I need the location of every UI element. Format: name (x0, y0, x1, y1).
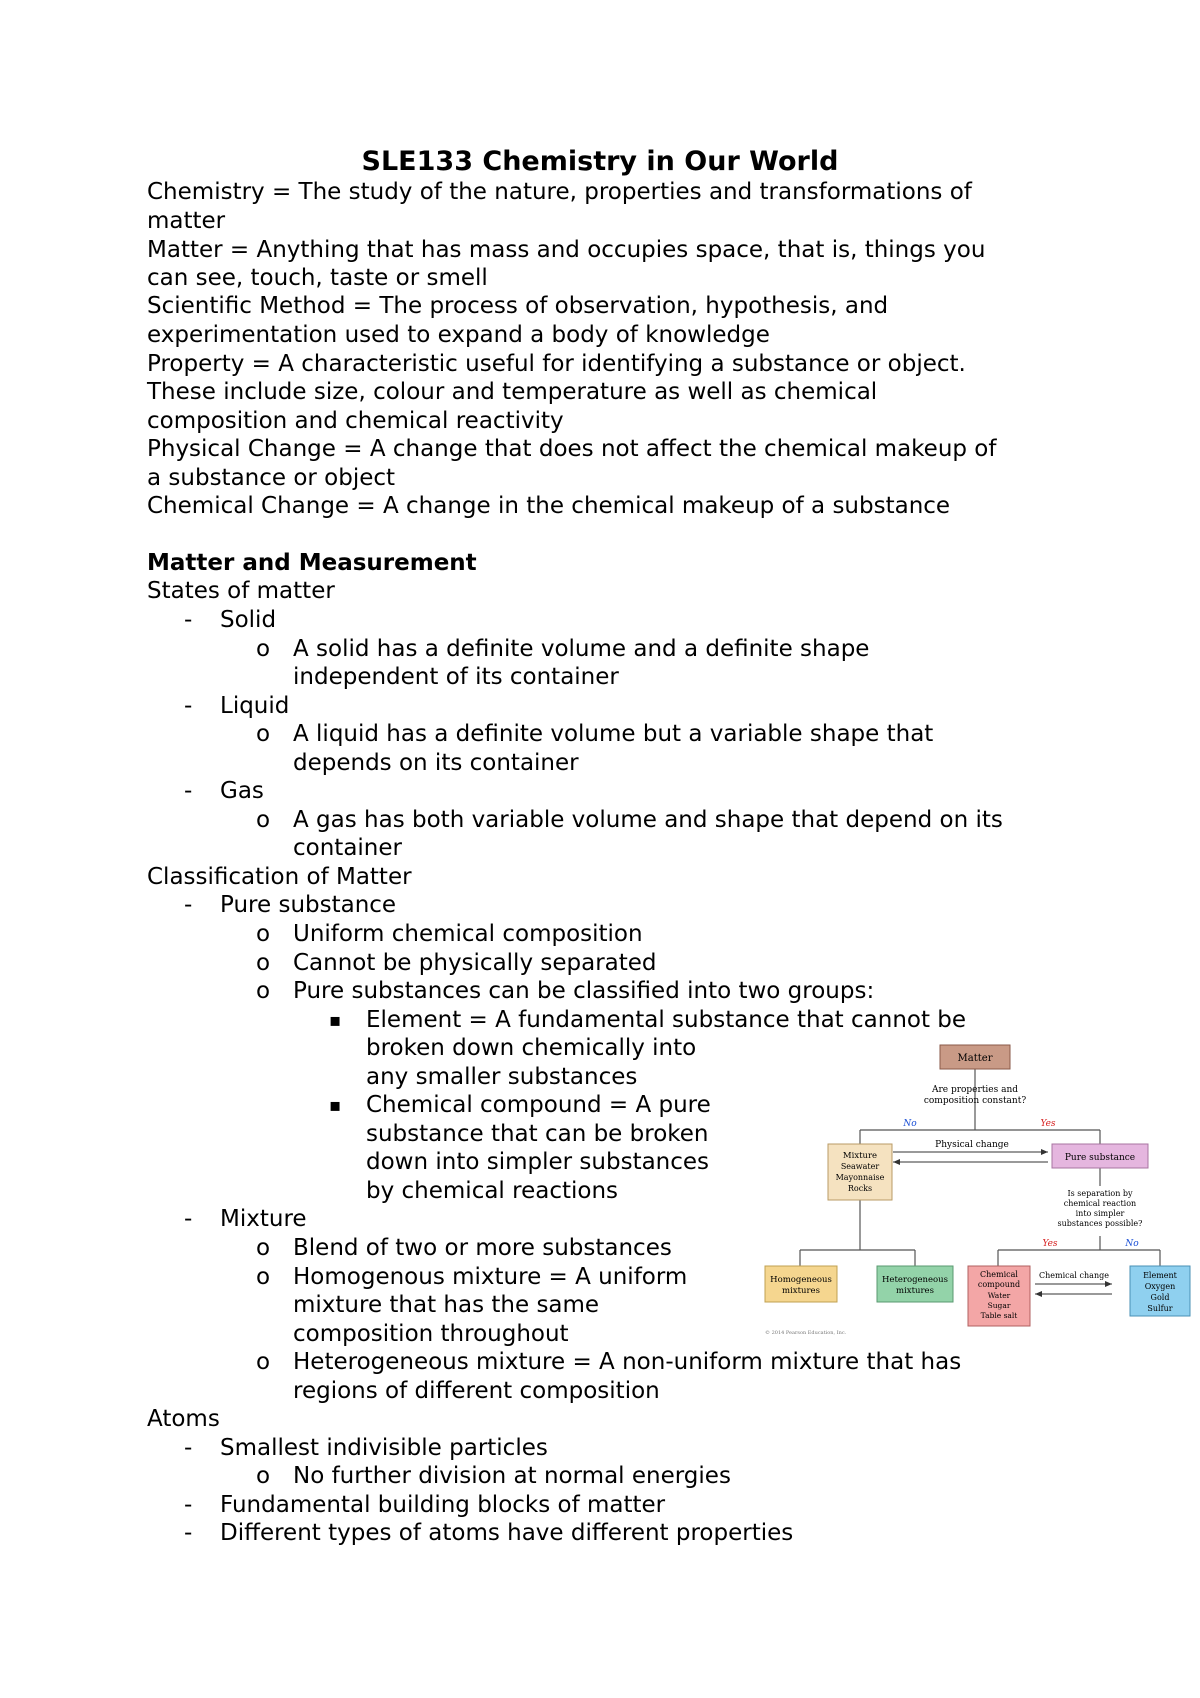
circle-bullet: o (256, 950, 271, 976)
heterogeneous-label: Heterogeneous (882, 1275, 948, 1285)
list-item: Chemical compound = A pure (366, 1092, 711, 1118)
list-item: container (293, 835, 402, 861)
matter-classification-diagram (760, 1040, 1200, 1340)
mixture-box-line: Rocks (847, 1184, 873, 1193)
section-heading: Matter and Measurement (147, 550, 477, 576)
yes-label: Yes (1042, 1239, 1058, 1249)
list-item: composition throughout (293, 1321, 569, 1347)
list-item: Liquid (220, 693, 290, 719)
homogeneous-label: Homogeneous (770, 1275, 832, 1285)
circle-bullet: o (256, 807, 271, 833)
list-item: any smaller substances (366, 1064, 638, 1090)
list-item: Cannot be physically separated (293, 950, 657, 976)
square-bullet: ▪ (329, 1095, 342, 1116)
matter-label: Matter (957, 1053, 993, 1064)
subheading-classification: Classification of Matter (147, 864, 412, 890)
dash-bullet: - (184, 778, 193, 804)
document-title: SLE133 Chemistry in Our World (361, 146, 839, 177)
compound-box-line: Chemical (980, 1270, 1018, 1279)
question2-line: chemical reaction (1063, 1199, 1137, 1208)
circle-bullet: o (256, 1349, 271, 1375)
list-item: Gas (220, 778, 264, 804)
list-item: Pure substances can be classified into two groups: (293, 978, 875, 1004)
list-item: A liquid has a definite volume but a variable shape that (293, 721, 934, 747)
homogeneous-label: mixtures (782, 1286, 820, 1296)
list-item: Smallest indivisible particles (220, 1435, 548, 1461)
list-item: mixture that has the same (293, 1292, 600, 1318)
list-item: Heterogeneous mixture = A non-uniform mixture that has (293, 1349, 962, 1375)
dash-bullet: - (184, 1492, 193, 1518)
list-item: Solid (220, 607, 277, 633)
list-item: by chemical reactions (366, 1178, 619, 1204)
list-item: Pure substance (220, 892, 397, 918)
definition-line: composition and chemical reactivity (147, 408, 564, 434)
compound-box-line: Sugar (987, 1301, 1011, 1310)
element-box-line: Oxygen (1144, 1282, 1176, 1291)
compound-box-line: Water (987, 1291, 1011, 1300)
yes-label: Yes (1040, 1119, 1056, 1129)
element-box-line: Element (1143, 1271, 1177, 1280)
list-item: regions of different composition (293, 1378, 660, 1404)
list-item: depends on its container (293, 750, 579, 776)
question1-line1: Are properties and (931, 1085, 1019, 1095)
copyright-text: © 2014 Pearson Education, Inc. (765, 1330, 847, 1336)
list-item: substance that can be broken (366, 1121, 709, 1147)
definition-line: Scientific Method = The process of observation, hypothesis, and (147, 293, 889, 319)
chemical-change-label: Chemical change (1039, 1271, 1109, 1280)
list-item: Fundamental building blocks of matter (220, 1492, 666, 1518)
physical-change-label: Physical change (935, 1140, 1009, 1150)
definition-line: Matter = Anything that has mass and occupies space, that is, things you (147, 237, 986, 263)
heterogeneous-label: mixtures (896, 1286, 934, 1296)
circle-bullet: o (256, 978, 271, 1004)
mixture-box-line: Seawater (840, 1162, 880, 1171)
definition-line: experimentation used to expand a body of knowledge (147, 322, 770, 348)
definition-line: Physical Change = A change that does not affect the chemical makeup of (147, 436, 997, 462)
list-item: Uniform chemical composition (293, 921, 643, 947)
dash-bullet: - (184, 1206, 193, 1232)
compound-box-line: compound (977, 1280, 1021, 1289)
no-label: No (1125, 1239, 1139, 1249)
definition-line: matter (147, 208, 226, 234)
question1-line2: composition constant? (923, 1096, 1027, 1106)
list-item: down into simpler substances (366, 1149, 710, 1175)
element-box-line: Gold (1150, 1293, 1170, 1302)
element-box-line: Sulfur (1147, 1304, 1173, 1313)
list-item: No further division at normal energies (293, 1463, 731, 1489)
definition-line: Property = A characteristic useful for identifying a substance or object. (147, 351, 966, 377)
question2-line: Is separation by (1067, 1189, 1133, 1198)
list-item: Mixture (220, 1206, 307, 1232)
list-item: Different types of atoms have different properties (220, 1520, 794, 1546)
definition-line: These include size, colour and temperature as well as chemical (147, 379, 878, 405)
list-item: A gas has both variable volume and shape that depend on its (293, 807, 1003, 833)
definition-line: Chemistry = The study of the nature, properties and transformations of (147, 179, 972, 205)
circle-bullet: o (256, 721, 271, 747)
dash-bullet: - (184, 607, 193, 633)
definition-line: can see, touch, taste or smell (147, 265, 488, 291)
circle-bullet: o (256, 1235, 271, 1261)
square-bullet: ▪ (329, 1010, 342, 1031)
subheading-atoms: Atoms (147, 1406, 220, 1432)
dash-bullet: - (184, 892, 193, 918)
list-item: broken down chemically into (366, 1035, 697, 1061)
circle-bullet: o (256, 636, 271, 662)
list-item: Homogenous mixture = A uniform (293, 1264, 688, 1290)
definition-line: Chemical Change = A change in the chemical makeup of a substance (147, 493, 951, 519)
compound-box-line: Table salt (980, 1311, 1018, 1320)
dash-bullet: - (184, 1435, 193, 1461)
circle-bullet: o (256, 1264, 271, 1290)
list-item: independent of its container (293, 664, 619, 690)
mixture-box-line: Mayonnaise (835, 1173, 885, 1182)
question2-line: into simpler (1075, 1209, 1125, 1218)
list-item: Blend of two or more substances (293, 1235, 672, 1261)
mixture-box-line: Mixture (842, 1151, 878, 1161)
circle-bullet: o (256, 921, 271, 947)
dash-bullet: - (184, 1520, 193, 1546)
subheading-states: States of matter (147, 578, 335, 604)
pure-substance-label: Pure substance (1064, 1153, 1136, 1163)
list-item: Element = A fundamental substance that cannot be (366, 1007, 967, 1033)
list-item: A solid has a definite volume and a definite shape (293, 636, 870, 662)
dash-bullet: - (184, 693, 193, 719)
definition-line: a substance or object (147, 465, 396, 491)
no-label: No (903, 1119, 917, 1129)
question2-line: substances possible? (1057, 1219, 1143, 1228)
circle-bullet: o (256, 1463, 271, 1489)
